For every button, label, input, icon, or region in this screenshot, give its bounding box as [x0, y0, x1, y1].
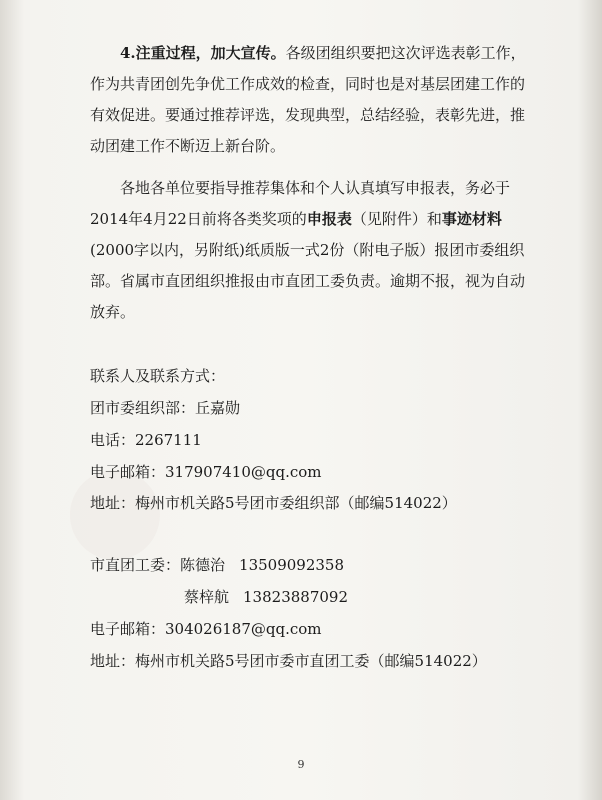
- instructions-text-1: 各地各单位要指导推荐集体和个人认真填写申报表，务必于2014年4月22日前将各类奖项的: [90, 179, 511, 228]
- city-committee-address: 地址：梅州市机关路5号团市委市直团工委（邮编514022）: [90, 652, 487, 670]
- page-number: 9: [297, 758, 305, 771]
- section-4-body: 各级团组织要把这次评选表彰工作，作为共青团创先争优工作成效的检查，同时也是对基层团建工作的有效促进。要通过推荐评选，发现典型，总结经验，表彰先进，推动团建工作不断迈上新台阶。: [90, 44, 526, 155]
- paper-stain: [70, 470, 160, 560]
- contact-name: 陈德治: [180, 556, 226, 574]
- contact-mobile: 13509092358: [239, 556, 345, 574]
- contact-name: 蔡梓航: [184, 588, 230, 606]
- instructions-paragraph: [90, 173, 530, 328]
- city-committee-contact-1: [90, 555, 344, 575]
- contact-phone: 电话：2267111: [90, 431, 202, 449]
- instructions-text-3: (2000字以内，另附纸)纸质版一式2份（附电子版）报团市委组织部。省属市直团组织推报由市直团工委负责。逾期不报，视为自动放弃。: [90, 241, 526, 321]
- instructions-bold-2: 事迹材料: [441, 210, 502, 228]
- section-4-heading: 4.注重过程，加大宣传。: [120, 44, 286, 62]
- city-committee-label: 市直团工委：: [90, 556, 181, 574]
- instructions-bold-1: 申报表: [306, 210, 352, 228]
- contact-mobile: 13823887092: [243, 588, 348, 606]
- section-4-paragraph: [90, 38, 530, 162]
- city-committee-contact-2: [184, 587, 348, 607]
- instructions-text-2: （见附件）和: [351, 210, 442, 228]
- contact-dept: 团市委组织部：丘嘉勋: [90, 399, 241, 417]
- contacts-intro: 联系人及联系方式：: [90, 367, 226, 385]
- city-committee-email: 电子邮箱：304026187@qq.com: [90, 620, 322, 638]
- contact-address: 地址：梅州市机关路5号团市委组织部（邮编514022）: [90, 494, 457, 512]
- contact-email: 电子邮箱：317907410@qq.com: [90, 463, 322, 481]
